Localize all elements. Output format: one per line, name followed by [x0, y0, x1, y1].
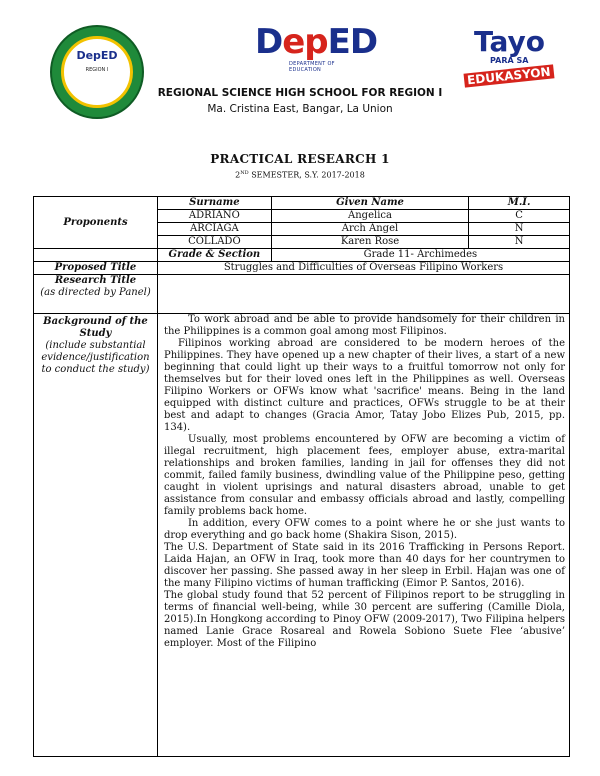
proponent-surname: ARCIAGA [157, 223, 271, 236]
tayo-logo-line1: PARA SA [490, 56, 529, 65]
document-title: PRACTICAL RESEARCH 1 [210, 152, 390, 166]
research-title-value [157, 275, 569, 314]
background-paragraph: Filipinos working abroad are considered to be modern heroes of the Philippines. They have opened up a new chapter of their lives, a start of a new beginning that could light up their ways to a fruitful tomorrow not only for themselves but for their loved ones left in the Philippines as well. Overseas Filipino Workers or OFWs know what 'sacrifice' means. Being in the land equipped with distinct culture and practices, OFWs struggle to be at their best and adapt to changes (Gracia Amor, Tatay Jobo Elizes Pub, 2015, pp. 134). [163, 338, 565, 433]
research-title-label: Research Title [54, 275, 137, 286]
col-mi: M.I. [469, 197, 570, 210]
background-paragraph: The U.S. Department of State said in its 2016 Trafficking in Persons Report. Laida Hajan, an OFW in Iraq, took more than 40 days for her countrymen to discover her passing. She passed away in her sleep in Erbil. Hajan was one of the many Filipino victims of human trafficking (Eimor P. Santos, 2016). [163, 542, 565, 589]
background-paragraph: The global study found that 52 percent of Filipinos report to be struggling in terms of financial well-being, while 30 percent are suffering (Camille Diola, 2015).In Hongkong according to Pinoy OFW (2009-2017), Two Filipina helpers named Lanie Grace Rosareal and Rowela Sobiono Suete Flee ‘abusive’ employer. Most of the Filipino [163, 590, 565, 649]
proponent-mi: N [469, 223, 570, 236]
proponents-label: Proponents [34, 197, 158, 249]
deped-logo-d: D [255, 22, 283, 62]
tayo-logo-line2: EDUKASYON [464, 64, 555, 87]
deped-logo-ed: ED [327, 22, 378, 62]
tayo-edukasyon-logo [462, 25, 554, 98]
proposed-title-value: Struggles and Difficulties of Overseas Filipino Workers [157, 262, 569, 275]
proponents-header-row [34, 197, 570, 210]
background-paragraph: In addition, every OFW comes to a point where he or she just wants to drop everything and go back home (Shakira Sison, 2015). [163, 518, 565, 541]
school-address: Ma. Cristina East, Bangar, La Union [207, 103, 393, 115]
background-label: Background of the Study [43, 316, 148, 339]
proponent-surname: COLLADO [157, 236, 271, 249]
proponent-mi: N [469, 236, 570, 249]
seal-text: DepED [76, 49, 118, 62]
background-paragraph: To work abroad and be able to provide handsomely for their children in the Philippines is a common goal among most Filipinos. [163, 314, 565, 337]
semester-line [0, 170, 600, 180]
proponent-mi: C [469, 210, 570, 223]
proponent-surname: ADRIANO [157, 210, 271, 223]
research-title-note: (as directed by Panel) [40, 287, 151, 298]
col-given-name: Given Name [271, 197, 468, 210]
semester-rest: SEMESTER, S.Y. 2017-2018 [248, 170, 365, 180]
proposal-form-table [33, 196, 570, 757]
deped-logo [255, 22, 378, 78]
deped-logo-ep: ep [282, 22, 328, 62]
letterhead [0, 0, 600, 140]
background-text [157, 314, 569, 757]
school-seal-logo [50, 25, 144, 119]
school-name: REGIONAL SCIENCE HIGH SCHOOL FOR REGION I [157, 87, 443, 99]
research-title-row [34, 275, 570, 314]
tayo-logo-big: Tayo [474, 25, 546, 58]
deped-logo-sub: DEPARTMENT OF EDUCATION [289, 61, 335, 73]
semester-num: 2 [235, 170, 241, 180]
grade-section-row [34, 249, 570, 262]
semester-sup: ND [240, 170, 249, 176]
background-note: (include substantial evidence/justification to conduct the study) [41, 340, 150, 375]
proponent-given: Karen Rose [271, 236, 468, 249]
grade-section-value: Grade 11- Archimedes [271, 249, 569, 262]
proponent-given: Arch Angel [271, 223, 468, 236]
background-paragraph: Usually, most problems encountered by OFW are becoming a victim of illegal recruitment, high placement fees, employer abuse, extra-marital relationships and broken families, landing in jail for offenses they did not commit, failed family business, dwindling value of the Philippine peso, getting caught in violent uprisings and natural disasters abroad, unable to get assistance from consular and embassy officials abroad and lastly, compelling family problems back home. [163, 434, 565, 517]
seal-subtext: REGION I [85, 67, 109, 73]
proposed-title-row [34, 262, 570, 275]
col-surname: Surname [157, 197, 271, 210]
proponent-given: Angelica [271, 210, 468, 223]
grade-section-label: Grade & Section [157, 249, 271, 262]
proposed-title-label: Proposed Title [34, 262, 158, 275]
background-row [34, 314, 570, 757]
